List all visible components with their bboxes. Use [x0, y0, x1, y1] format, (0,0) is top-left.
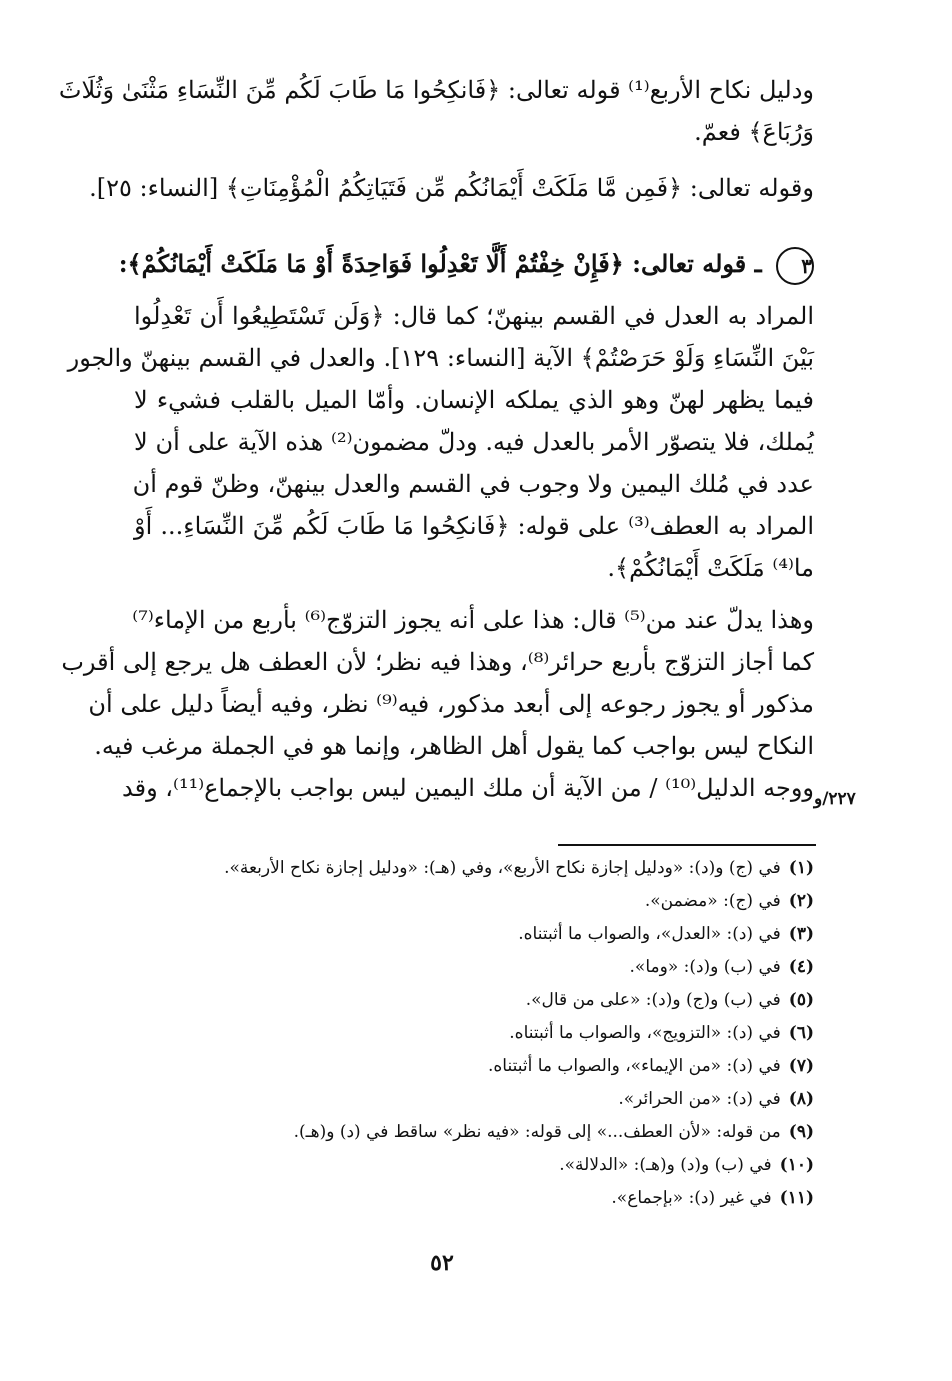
body-line-3: وقوله تعالى: ﴿فَمِن مَّا مَلَكَتْ أَيْمَانُكُم مِّن فَتَيَاتِكُمُ الْمُؤْمِنَاتِ﴾ [النساء: ٢٥].: [89, 174, 814, 202]
footnote-number: (١١): [779, 1188, 814, 1208]
footnote-2: [134, 885, 814, 917]
heading-text: قوله تعالى: ﴿فَإِنْ خِفْتُمْ أَلَّا تَعْدِلُوا فَوَاحِدَةً أَوْ مَا مَلَكَتْ أَيْمَانُكُمْ﴾:: [118, 249, 747, 278]
body-line-15: النكاح ليس بواجب كما يقول أهل الظاهر، وإنما هو في الجملة مرغب فيه.: [94, 732, 814, 760]
body-line-12: وهذا يدلّ عند من⁽⁵⁾ قال: هذا على أنه يجوز التزوّج⁽⁶⁾ بأربع من الإماء⁽⁷⁾: [132, 606, 814, 634]
body-line-8: يُملك، فلا يتصوّر الأمر بالعدل فيه. ودلّ مضمون⁽²⁾ هذه الآية على أن لا: [134, 428, 814, 456]
footnote-number: (٢): [788, 891, 814, 911]
footnote-text: في (ب) و(د) و(هـ): «الدلالة».: [559, 1155, 772, 1175]
footnote-text: في غير (د): «بإجماع».: [611, 1188, 772, 1208]
footnote-10: [134, 1149, 814, 1181]
footnote-9: [134, 1116, 814, 1148]
footnote-divider: [558, 844, 816, 846]
footnote-text: في (ج) و(د): «ودليل إجازة نكاح الأربع»، وفي (هـ): «ودليل إجازة نكاح الأربعة».: [224, 858, 781, 878]
body-line-14: مذكور أو يجوز رجوعه إلى أبعد مذكور، فيه⁽⁹⁾ نظر، وفيه أيضاً دليل على أن: [88, 690, 814, 718]
body-line-13: كما أجاز التزوّج بأربع حرائر⁽⁸⁾، وهذا فيه نظر؛ لأن العطف هل يرجع إلى أقرب: [61, 648, 814, 676]
footnote-number: (٥): [788, 990, 814, 1010]
footnote-5: [134, 984, 814, 1016]
footnote-text: من قوله: «لأن العطف...» إلى قوله: «فيه نظر» ساقط في (د) و(هـ).: [293, 1122, 781, 1142]
footnote-text: في (ج): «مضمن».: [644, 891, 781, 911]
footnote-text: في (د): «من الإيماء»، والصواب ما أثبتناه.: [488, 1056, 781, 1076]
body-line-6: بَيْنَ النِّسَاءِ وَلَوْ حَرَصْتُمْ﴾ الآية [النساء: ١٢٩]. والعدل في القسم بينهنّ والجور: [67, 344, 814, 372]
body-line-2: وَرُبَاعَ﴾ فعمّ.: [694, 118, 814, 146]
body-line-5: المراد به العدل في القسم بينهنّ؛ كما قال: ﴿وَلَن تَسْتَطِيعُوا أَن تَعْدِلُوا: [134, 302, 814, 330]
footnote-text: في (د): «العدل»، والصواب ما أثبتناه.: [518, 924, 781, 944]
heading-dash: ـ: [754, 249, 762, 278]
footnote-7: [134, 1050, 814, 1082]
section-heading: [118, 244, 814, 285]
footnote-4: [134, 951, 814, 983]
body-line-10: المراد به العطف⁽³⁾ على قوله: ﴿فَانكِحُوا مَا طَابَ لَكُم مِّنَ النِّسَاءِ... أَوْ: [134, 512, 814, 540]
body-line-11: ما⁽⁴⁾ مَلَكَتْ أَيْمَانُكُمْ﴾.: [607, 554, 814, 582]
footnote-1: [134, 852, 814, 884]
body-line-9: عدد في مُلك اليمين ولا وجوب في القسم والعدل بينهنّ، وظنّ قوم أن: [132, 470, 814, 498]
page-number: ٥٢: [430, 1250, 454, 1276]
footnote-text: في (ب) و(ج) و(د): «على من قال».: [525, 990, 781, 1010]
body-line-7: فيما يظهر لهنّ وهو الذي يملكه الإنسان. وأمّا الميل بالقلب فشيء لا: [134, 386, 814, 414]
footnote-6: [134, 1017, 814, 1049]
footnote-8: [134, 1083, 814, 1115]
footnote-number: (٨): [788, 1089, 814, 1109]
footnote-number: (٤): [788, 957, 814, 977]
footnote-3: [134, 918, 814, 950]
footnote-number: (٧): [788, 1056, 814, 1076]
section-number-badge: ٣: [776, 247, 814, 285]
footnote-number: (١): [788, 858, 814, 878]
footnote-number: (٩): [788, 1122, 814, 1142]
footnote-number: (١٠): [779, 1155, 814, 1175]
footnote-text: في (د): «من الحرائر».: [618, 1089, 781, 1109]
footnote-number: (٦): [788, 1023, 814, 1043]
footnote-number: (٣): [788, 924, 814, 944]
manuscript-folio-marker: ٢٢٧/و: [814, 789, 856, 809]
footnote-text: في (ب) و(د): «وما».: [629, 957, 781, 977]
footnote-11: [134, 1182, 814, 1214]
footnote-text: في (د): «التزويج»، والصواب ما أثبتناه.: [509, 1023, 781, 1043]
body-line-16: ووجه الدليل⁽¹⁰⁾ / من الآية أن ملك اليمين ليس بواجب بالإجماع⁽¹¹⁾، وقد: [122, 774, 814, 802]
body-line-1: ودليل نكاح الأربع⁽¹⁾ قوله تعالى: ﴿فَانكِحُوا مَا طَابَ لَكُم مِّنَ النِّسَاءِ مَثْنَىٰ وَثُلَاثَ: [58, 76, 814, 104]
